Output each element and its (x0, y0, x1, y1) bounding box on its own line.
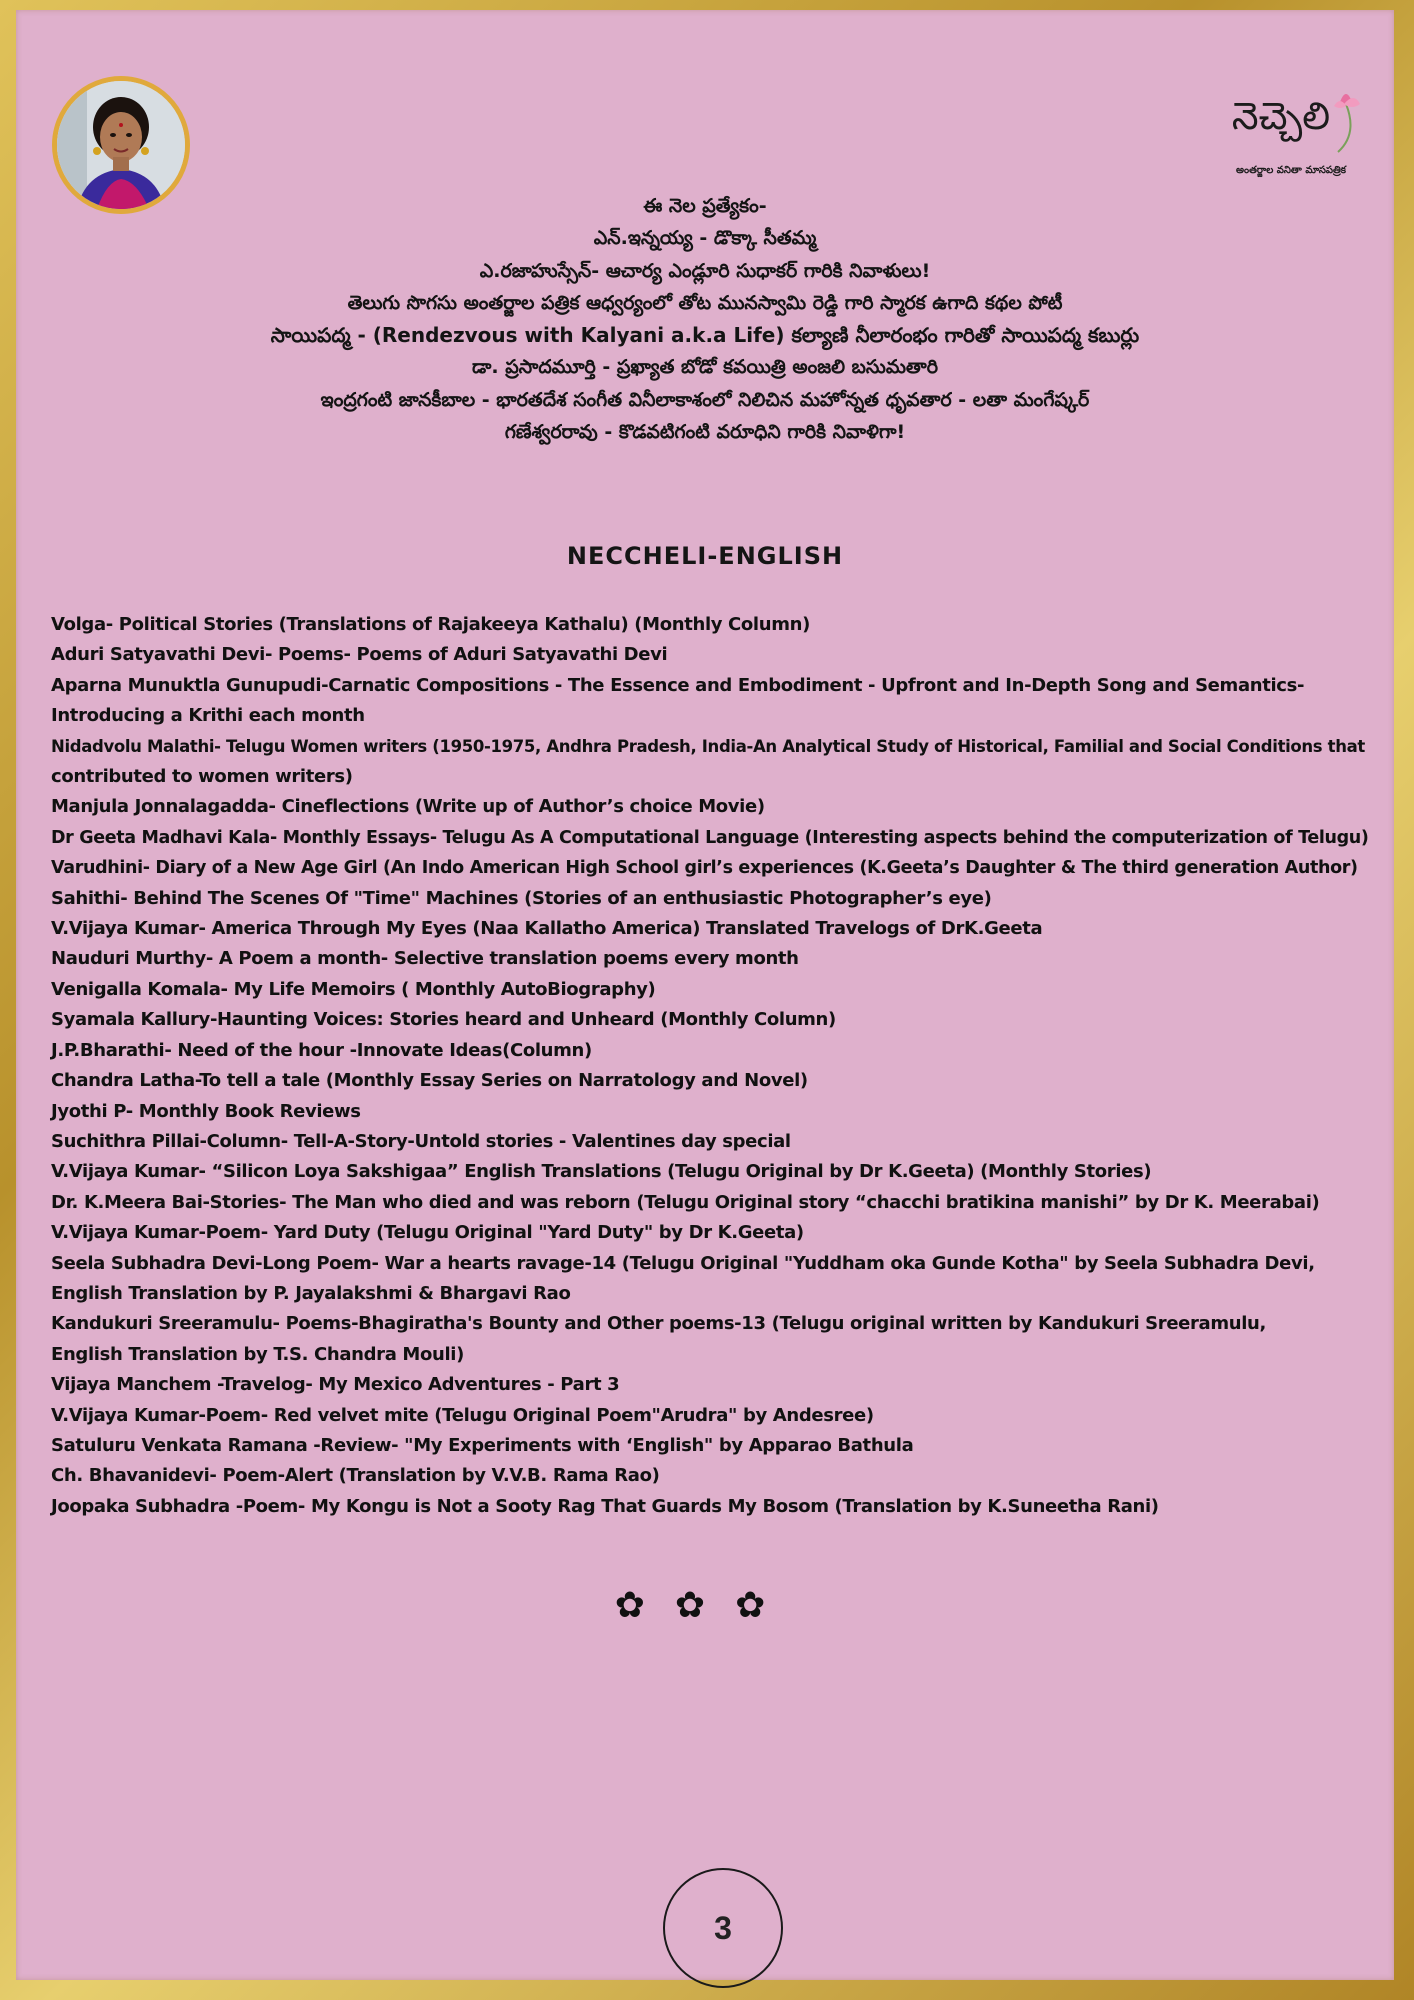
special-line: ఎన్.ఇన్నయ్య - డొక్కా సీతమ్మ (593, 227, 817, 250)
list-item: Satuluru Venkata Ramana -Review- "My Experiments with ‘English" by Apparao Bathula (51, 1434, 914, 1456)
list-item: V.Vijaya Kumar- “Silicon Loya Sakshigaa” English Translations (Telugu Original by Dr K.Geeta) (Monthly Stories) (51, 1161, 1152, 1183)
list-item: Sahithi- Behind The Scenes Of "Time" Machines (Stories of an enthusiastic Photographer’s eye) (51, 887, 992, 909)
list-item: Kandukuri Sreeramulu- Poems-Bhagiratha's Bounty and Other poems-13 (Telugu original written by Kandukuri Sreeramulu, (51, 1313, 1266, 1335)
special-line: ఎ.రజాహుస్సేన్- ఆచార్య ఎండ్లూరి సుధాకర్ గారికి నివాళులు! (479, 259, 931, 282)
list-item: Varudhini- Diary of a New Age Girl (An Indo American High School girl’s experiences (K.Geeta’s Daughter & The third generation Author) (51, 858, 1358, 879)
list-item: Dr. K.Meera Bai-Stories- The Man who died and was reborn (Telugu Original story “chacchi bratikina manishi” by Dr K. Meerabai) (51, 1191, 1320, 1213)
list-item: Vijaya Manchem -Travelog- My Mexico Adventures - Part 3 (51, 1374, 620, 1396)
lotus-icon (1328, 84, 1368, 154)
special-line: డా. ప్రసాదమూర్తి - ప్రఖ్యాత బోడో కవయిత్రి అంజలి బసుమతారి (472, 356, 938, 379)
logo-subtitle: అంతర్జాల వనితా మాసపత్రిక (1236, 165, 1346, 176)
list-item: V.Vijaya Kumar- America Through My Eyes (Naa Kallatho America) Translated Travelogs of DrK.Geeta (51, 918, 1043, 940)
list-item: Syamala Kallury-Haunting Voices: Stories heard and Unheard (Monthly Column) (51, 1009, 836, 1031)
list-item: Nauduri Murthy- A Poem a month- Selective translation poems every month (51, 948, 799, 970)
list-item: Suchithra Pillai-Column- Tell-A-Story-Untold stories - Valentines day special (51, 1130, 791, 1152)
english-contents-list (51, 610, 1371, 1522)
list-item: Volga- Political Stories (Translations of Rajakeeya Kathalu) (Monthly Column) (51, 614, 810, 635)
list-item: Joopaka Subhadra -Poem- My Kongu is Not a Sooty Rag That Guards My Bosom (Translation by K.Suneetha Rani) (51, 1495, 1159, 1517)
logo-title: నెచ్చెలి (1231, 94, 1331, 138)
list-item: Manjula Jonnalagadda- Cineflections (Write up of Author’s choice Movie) (51, 796, 765, 818)
special-line: ఈ నెల ప్రత్యేకం- (643, 195, 767, 217)
list-item: English Translation by P. Jayalakshmi & Bhargavi Rao (51, 1282, 571, 1304)
list-item: Dr Geeta Madhavi Kala- Monthly Essays- Telugu As A Computational Language (Interesting aspects behind the computerization of Telugu) (51, 827, 1369, 848)
list-item: V.Vijaya Kumar-Poem- Red velvet mite (Telugu Original Poem"Arudra" by Andesree) (51, 1404, 874, 1426)
flower-divider-icon: ✿✿✿ (614, 1585, 796, 1626)
list-item: J.P.Bharathi- Need of the hour -Innovate Ideas(Column) (51, 1039, 592, 1061)
neccheli-logo (1226, 84, 1366, 184)
list-item: Chandra Latha-To tell a tale (Monthly Essay Series on Narratology and Novel) (51, 1070, 808, 1092)
page-number: 3 (663, 1868, 783, 1988)
special-line: గణేశ్వరరావు - కొడవటిగంటి వరూధిని గారికి నివాళిగా! (504, 421, 906, 444)
list-item: Introducing a Krithi each month (51, 705, 365, 727)
list-item: Aduri Satyavathi Devi- Poems- Poems of Aduri Satyavathi Devi (51, 644, 668, 666)
list-item: Aparna Munuktla Gunupudi-Carnatic Compositions - The Essence and Embodiment - Upfront and In-Depth Song and Semantics- (51, 674, 1305, 696)
magazine-page (16, 10, 1394, 1980)
list-item: Venigalla Komala- My Life Memoirs ( Monthly AutoBiography) (51, 978, 656, 1000)
special-line: సాయిపద్మ - (Rendezvous with Kalyani a.k.a Life) కల్యాణి నీలారంభం గారితో సాయిపద్మ కబుర్లు (270, 323, 1140, 348)
list-item: V.Vijaya Kumar-Poem- Yard Duty (Telugu Original "Yard Duty" by Dr K.Geeta) (51, 1222, 804, 1244)
section-title: NECCHELI-ENGLISH (566, 542, 844, 570)
list-item: Ch. Bhavanidevi- Poem-Alert (Translation by V.V.B. Rama Rao) (51, 1465, 660, 1487)
list-item: Jyothi P- Monthly Book Reviews (51, 1100, 361, 1122)
special-line: తెలుగు సొగసు అంతర్జాల పత్రిక ఆధ్వర్యంలో తోట మునస్వామి రెడ్డి గారి స్మారక ఉగాది కథల పోటీ (347, 291, 1063, 314)
list-item: Seela Subhadra Devi-Long Poem- War a hearts ravage-14 (Telugu Original "Yuddham oka Gunde Kotha" by Seela Subhadra Devi, (51, 1252, 1315, 1274)
special-line: ఇంద్రగంటి జానకీబాల - భారతదేశ సంగీత వినీలాకాశంలో నిలిచిన మహోన్నత ధృవతార - లతా మంగేష్కర్ (320, 388, 1090, 411)
list-item: Nidadvolu Malathi- Telugu Women writers (1950-1975, Andhra Pradesh, India-An Analytical Study of Historical, Familial and Social Conditions that (51, 736, 1365, 756)
monthly-special-section (16, 190, 1394, 448)
list-item: English Translation by T.S. Chandra Mouli) (51, 1343, 464, 1365)
list-item: contributed to women writers) (51, 766, 353, 788)
